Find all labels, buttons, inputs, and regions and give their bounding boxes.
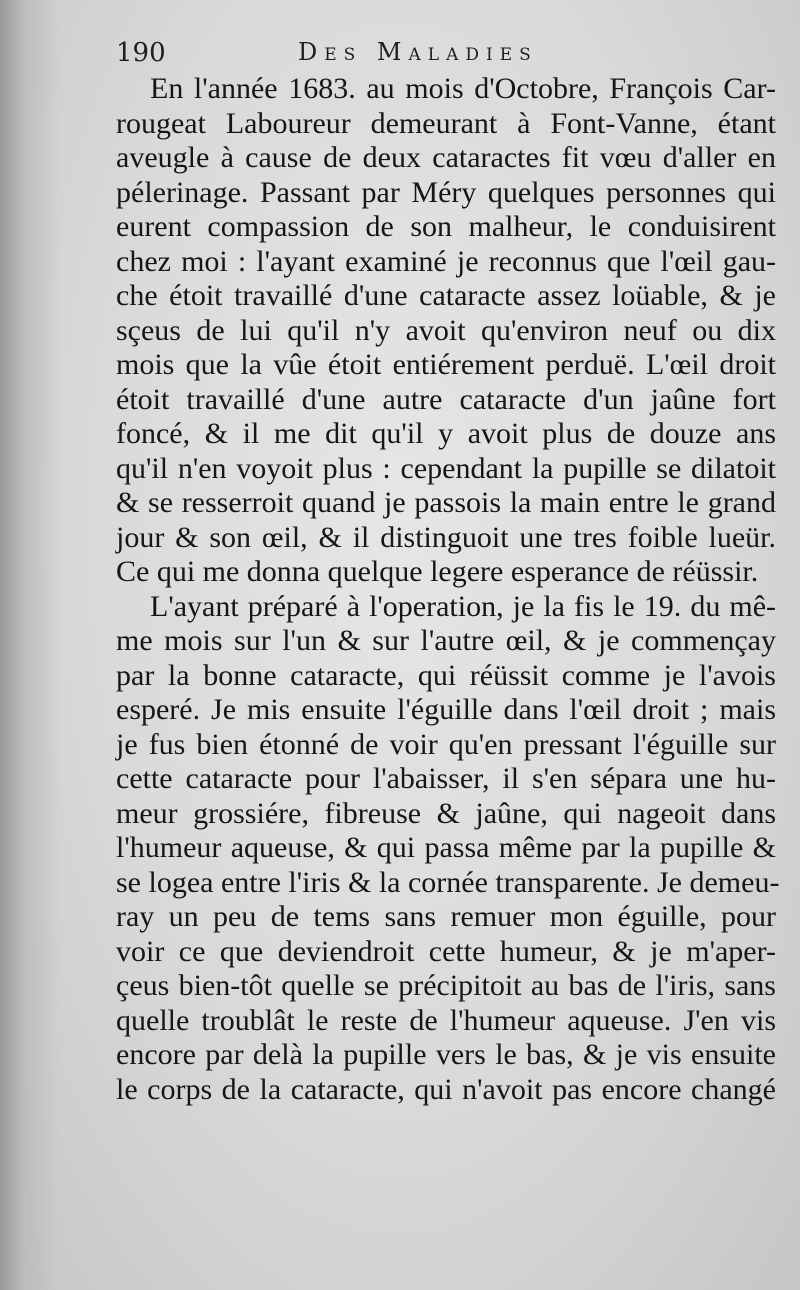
text-line: étoit travaillé d'une autre cataracte d'un jaûne fort (116, 382, 776, 416)
text-line: voir ce que deviendroit cette humeur, & je m'aper- (116, 934, 776, 968)
text-line: meur grossiére, fibreuse & jaûne, qui nageoit dans (116, 796, 776, 830)
text-line: l'humeur aqueuse, & qui passa même par la pupille & (116, 831, 776, 864)
text-line: me mois sur l'un & sur l'autre œil, & je commençay (116, 624, 776, 657)
text-line: chez moi : l'ayant examiné je reconnus que l'œil gau- (116, 244, 776, 278)
text-line: je fus bien étonné de voir qu'en pressant l'éguille sur (116, 727, 776, 761)
text-line: rougeat Laboureur demeurant à Font-Vanne, étant (116, 106, 776, 140)
text-line: quelle troublât le reste de l'humeur aqueuse. J'en vis (116, 1003, 776, 1037)
text-line: par la bonne cataracte, qui réüssit comme je l'avois (116, 658, 776, 692)
text-line: foncé, & il me dit qu'il y avoit plus de douze ans (116, 417, 776, 450)
text-line: esperé. Je mis ensuite l'éguille dans l'œil droit ; mais (116, 693, 776, 726)
text-line: çeus bien-tôt quelle se précipitoit au bas de l'iris, sans (116, 969, 776, 1002)
text-line: le corps de la cataracte, qui n'avoit pas encore changé (116, 1072, 776, 1106)
text-line: aveugle à cause de deux cataractes fit vœu d'aller en (116, 141, 776, 174)
text-line: & se resserroit quand je passois la main entre le grand (116, 486, 776, 519)
text-line: pélerinage. Passant par Méry quelques personnes qui (116, 175, 776, 209)
text-line: sçeus de lui qu'il n'y avoit qu'environ neuf ou dix (116, 313, 776, 347)
text-line: che étoit travaillé d'une cataracte assez loüable, & je (116, 279, 776, 312)
text-line: encore par delà la pupille vers le bas, & je vis ensuite (116, 1038, 776, 1071)
text-line: mois que la vûe étoit entiérement perduë. L'œil droit (116, 348, 776, 381)
text-line: L'ayant préparé à l'operation, je la fis le 19. du mê- (150, 589, 776, 623)
text-line: se logea entre l'iris & la cornée transparente. Je demeu- (116, 865, 780, 899)
page-number: 190 (116, 38, 166, 68)
text-line: ray un peu de tems sans remuer mon éguille, pour (116, 900, 776, 933)
text-line: En l'année 1683. au mois d'Octobre, François Car- (150, 72, 776, 105)
running-title: Des Maladies (298, 38, 538, 66)
running-head (116, 36, 776, 72)
text-line: jour & son œil, & il distinguoit une tres foible lueür. (116, 520, 776, 554)
text-line: Ce qui me donna quelque legere esperance de réüssir. (116, 555, 759, 588)
body-text (116, 72, 780, 1107)
page-gutter-shadow (0, 0, 60, 1290)
text-line: eurent compassion de son malheur, le conduisirent (116, 210, 776, 243)
text-line: cette cataracte pour l'abaisser, il s'en sépara une hu- (116, 762, 776, 795)
text-line: qu'il n'en voyoit plus : cependant la pupille se dilatoit (116, 451, 776, 485)
